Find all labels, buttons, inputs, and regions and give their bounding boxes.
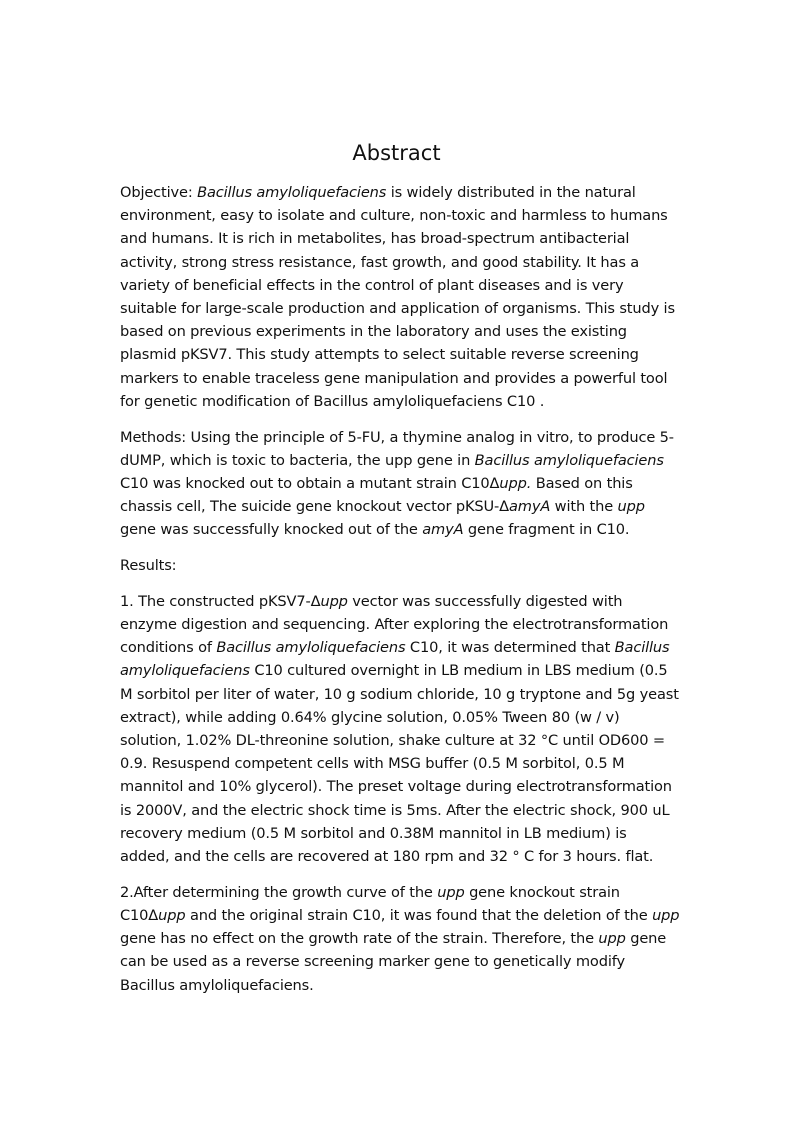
text-run: Objective: xyxy=(120,184,198,201)
text-run: 2.After determining the growth curve of the xyxy=(120,883,438,901)
abstract-paragraph xyxy=(120,881,680,997)
text-run: C10, it was determined that xyxy=(405,639,615,657)
italic-text-run: upp xyxy=(652,906,680,924)
italic-text-run: upp. xyxy=(499,474,532,492)
text-run: C10 was knocked out to obtain a mutant strain C10Δ xyxy=(120,474,500,492)
text-run: is widely distributed in the natural environment, easy to isolate and culture, non-toxic and harmless to humans and humans. It is rich in metabolites, has broad-spectrum antibacterial activity, strong stress resistance, fast growth, and good stability. It has a variety of beneficial effects in the control of plant diseases and is very suitable for large-scale production and application of organisms. This study is based on previous experiments in the laboratory and uses the existing plasmid pKSV7. This study attempts to select suitable reverse screening markers to enable traceless gene manipulation and provides a powerful tool for genetic modification of Bacillus amyloliquefaciens C10 . xyxy=(120,184,675,410)
abstract-paragraph xyxy=(120,590,680,868)
abstract-title: Abstract xyxy=(352,141,441,165)
text-run: gene has no effect on the growth rate of the strain. Therefore, the xyxy=(120,930,599,948)
text-run: with the xyxy=(550,498,618,516)
italic-text-run: upp xyxy=(598,930,626,948)
abstract-paragraph xyxy=(120,181,680,413)
text-run: 1. The constructed pKSV7-Δ xyxy=(120,592,321,610)
italic-text-run: upp xyxy=(437,883,465,901)
abstract-body xyxy=(120,181,680,1009)
abstract-paragraph xyxy=(120,426,680,542)
italic-text-run: Bacillus amyloliquefaciens xyxy=(474,451,664,469)
text-run: vector was successfully digested with enzyme digestion and sequencing. After exploring the electrotransformation conditions of xyxy=(120,592,669,657)
italic-text-run: upp xyxy=(320,592,348,610)
text-run: gene was successfully knocked out of the xyxy=(120,521,423,539)
italic-text-run: upp xyxy=(617,498,645,516)
text-run: Based on this chassis cell, The suicide gene knockout vector pKSU-Δ xyxy=(120,474,633,516)
text-run: Results: xyxy=(120,557,177,575)
italic-text-run: Bacillus amyloliquefaciens xyxy=(120,639,670,680)
italic-text-run: Bacillus amyloliquefaciens xyxy=(197,184,387,201)
abstract-paragraph xyxy=(120,554,680,577)
italic-text-run: Bacillus amyloliquefaciens xyxy=(216,639,406,657)
italic-text-run: amyA xyxy=(509,498,551,516)
text-run: Methods: Using the principle of 5-FU, a thymine analog in vitro, to produce 5-dUMP, which is toxic to bacteria, the upp gene in xyxy=(120,428,674,469)
italic-text-run: upp xyxy=(158,906,186,924)
italic-text-run: amyA xyxy=(422,521,464,539)
text-run: C10 cultured overnight in LB medium in LBS medium (0.5 M sorbitol per liter of water, 10 g sodium chloride, 10 g tryptone and 5g yeast extract), while adding 0.64% glycine solution, 0.05% Tween 80 (w / v) solution, 1.02% DL-threonine solution, shake culture at 32 °C until OD600 = 0.9. Resuspend competent cells with MSG buffer (0.5 M sorbitol, 0.5 M mannitol and 10% glycerol). The preset voltage during electrotransformation is 2000V, and the electric shock time is 5ms. After the electric shock, 900 uL recovery medium (0.5 M sorbitol and 0.38M mannitol in LB medium) is added, and the cells are recovered at 180 rpm and 32 ° C for 3 hours. flat. xyxy=(120,662,679,865)
text-run: gene fragment in C10. xyxy=(463,521,630,539)
text-run: gene knockout strain C10Δ xyxy=(120,883,620,924)
text-run: gene can be used as a reverse screening marker gene to genetically modify Bacillus amyloliquefaciens. xyxy=(120,930,667,994)
text-run: and the original strain C10, it was found that the deletion of the xyxy=(185,906,653,924)
